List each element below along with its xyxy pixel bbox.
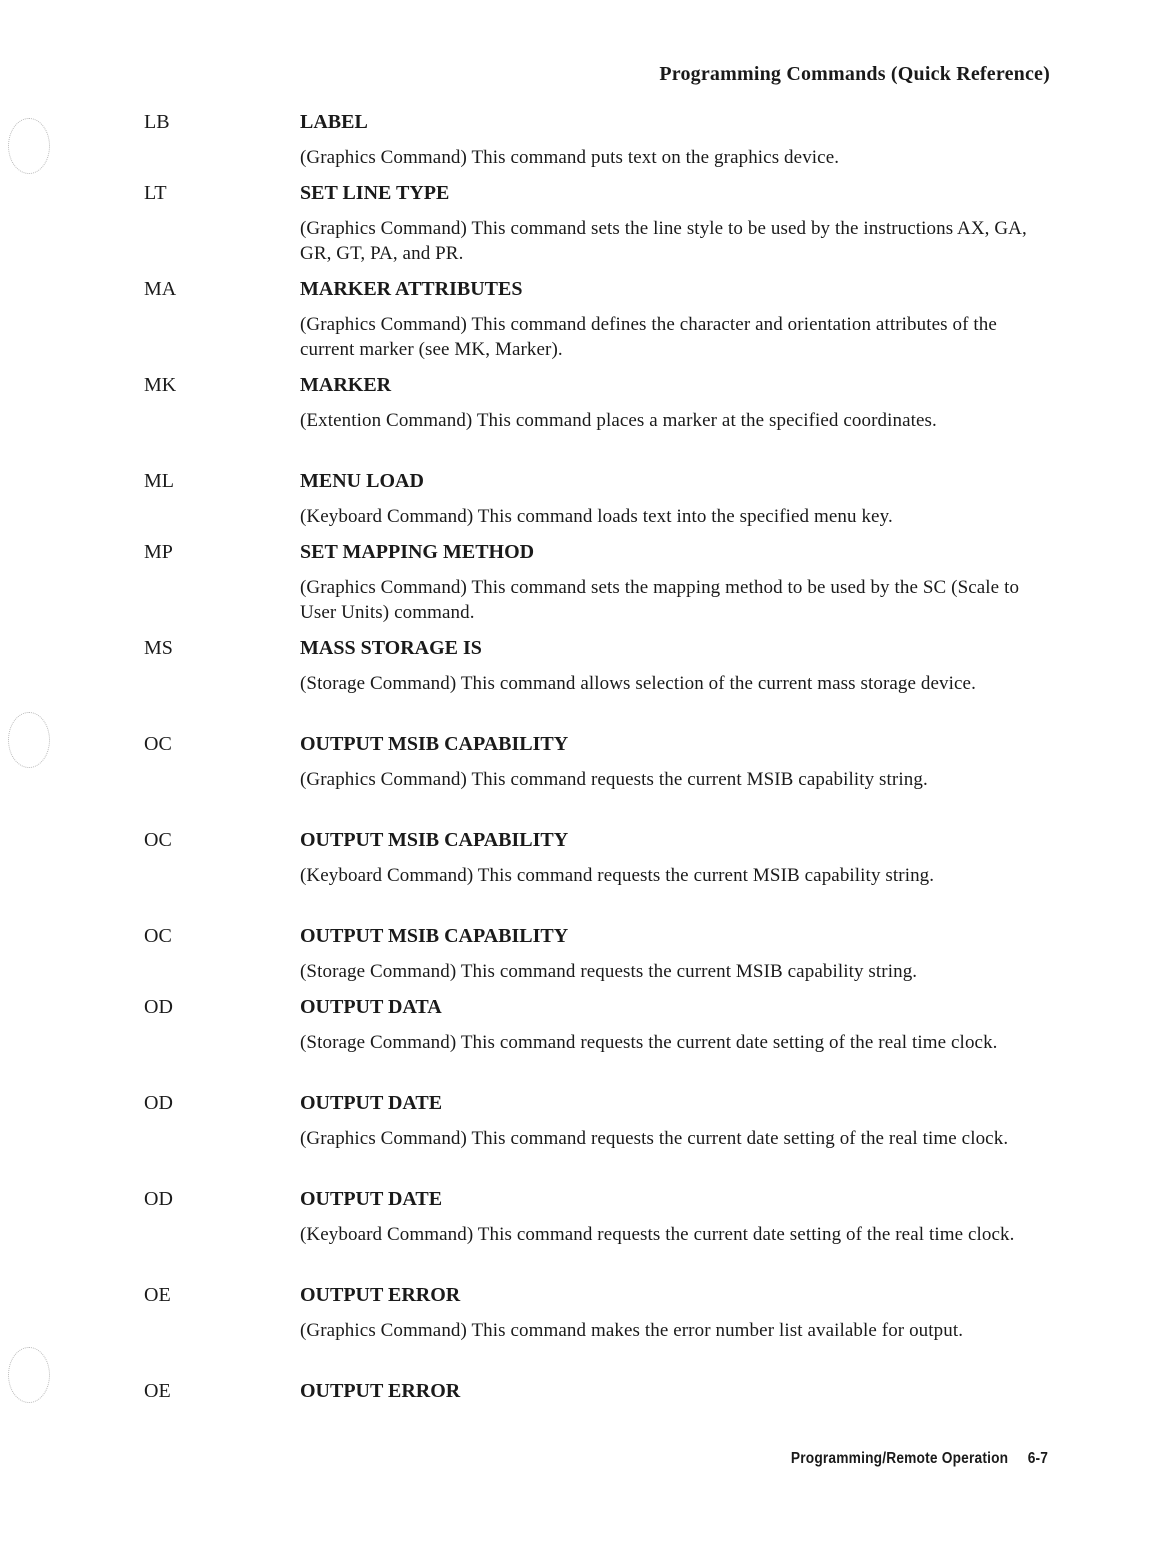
command-entry <box>0 277 1176 373</box>
command-title: OUTPUT ERROR <box>300 1284 461 1306</box>
page-number: 6-7 <box>1027 1450 1048 1467</box>
command-description: (Keyboard Command) This command loads text into the specified menu key. <box>300 506 893 527</box>
command-mnemonic: OC <box>144 925 172 947</box>
command-description: (Graphics Command) This command requests the current date setting of the real time clock. <box>300 1128 1009 1149</box>
command-description: (Graphics Command) This command sets the mapping method to be used by the SC (Scale to User Units) command. <box>300 577 1020 623</box>
command-entry <box>0 1283 1176 1379</box>
command-mnemonic: ML <box>144 470 174 492</box>
command-mnemonic: MP <box>144 541 173 563</box>
command-entry <box>0 636 1176 732</box>
command-description: (Storage Command) This command requests the current date setting of the real time clock. <box>300 1032 998 1053</box>
command-mnemonic: OC <box>144 733 172 755</box>
command-description: (Graphics Command) This command sets the line style to be used by the instructions AX, GA, GR, GT, PA, and PR. <box>300 218 1027 264</box>
command-description: (Keyboard Command) This command requests the current date setting of the real time clock. <box>300 1224 1015 1245</box>
command-description: (Storage Command) This command allows selection of the current mass storage device. <box>300 673 976 694</box>
command-title: SET MAPPING METHOD <box>300 541 535 563</box>
command-title: LABEL <box>300 111 368 133</box>
command-entry <box>0 995 1176 1091</box>
command-mnemonic: MA <box>144 278 177 300</box>
command-entry <box>0 924 1176 995</box>
command-entry <box>0 181 1176 277</box>
command-entry <box>0 373 1176 469</box>
command-mnemonic: OE <box>144 1284 171 1306</box>
command-mnemonic: OD <box>144 1188 173 1210</box>
command-mnemonic: LB <box>144 111 170 133</box>
command-description: (Extention Command) This command places a marker at the specified coordinates. <box>300 410 937 431</box>
command-entry <box>0 1091 1176 1187</box>
command-entry <box>0 469 1176 540</box>
command-mnemonic: OD <box>144 996 173 1018</box>
command-title: MENU LOAD <box>300 470 424 492</box>
command-entry <box>0 828 1176 924</box>
command-title: MASS STORAGE IS <box>300 637 482 659</box>
command-mnemonic: OE <box>144 1380 171 1402</box>
command-mnemonic: MK <box>144 374 177 396</box>
command-mnemonic: LT <box>144 182 167 204</box>
command-title: OUTPUT MSIB CAPABILITY <box>300 733 569 755</box>
command-description: (Graphics Command) This command requests the current MSIB capability string. <box>300 769 928 790</box>
command-title: SET LINE TYPE <box>300 182 450 204</box>
command-mnemonic: OC <box>144 829 172 851</box>
footer-section-title: Programming/Remote Operation <box>790 1450 1009 1467</box>
command-entry <box>0 540 1176 636</box>
command-description: (Graphics Command) This command defines the character and orientation attributes of the current marker (see MK, Marker). <box>300 314 997 360</box>
command-entry <box>0 1379 1176 1409</box>
command-title: OUTPUT DATA <box>300 996 442 1018</box>
command-title: OUTPUT MSIB CAPABILITY <box>300 829 569 851</box>
command-list <box>0 110 1176 1409</box>
page-header-title: Programming Commands (Quick Reference) <box>659 63 1050 85</box>
command-description: (Graphics Command) This command makes the error number list available for output. <box>300 1320 964 1341</box>
command-title: OUTPUT DATE <box>300 1092 443 1114</box>
command-mnemonic: MS <box>144 637 173 659</box>
command-mnemonic: OD <box>144 1092 173 1114</box>
command-title: OUTPUT MSIB CAPABILITY <box>300 925 569 947</box>
command-title: OUTPUT DATE <box>300 1188 443 1210</box>
command-description: (Storage Command) This command requests the current MSIB capability string. <box>300 961 918 982</box>
command-entry <box>0 110 1176 181</box>
command-title: OUTPUT ERROR <box>300 1380 461 1402</box>
command-description: (Keyboard Command) This command requests the current MSIB capability string. <box>300 865 935 886</box>
page-footer <box>791 1450 1048 1468</box>
command-title: MARKER <box>300 374 392 396</box>
command-description: (Graphics Command) This command puts text on the graphics device. <box>300 147 840 168</box>
command-entry <box>0 732 1176 828</box>
command-entry <box>0 1187 1176 1283</box>
command-title: MARKER ATTRIBUTES <box>300 278 523 300</box>
